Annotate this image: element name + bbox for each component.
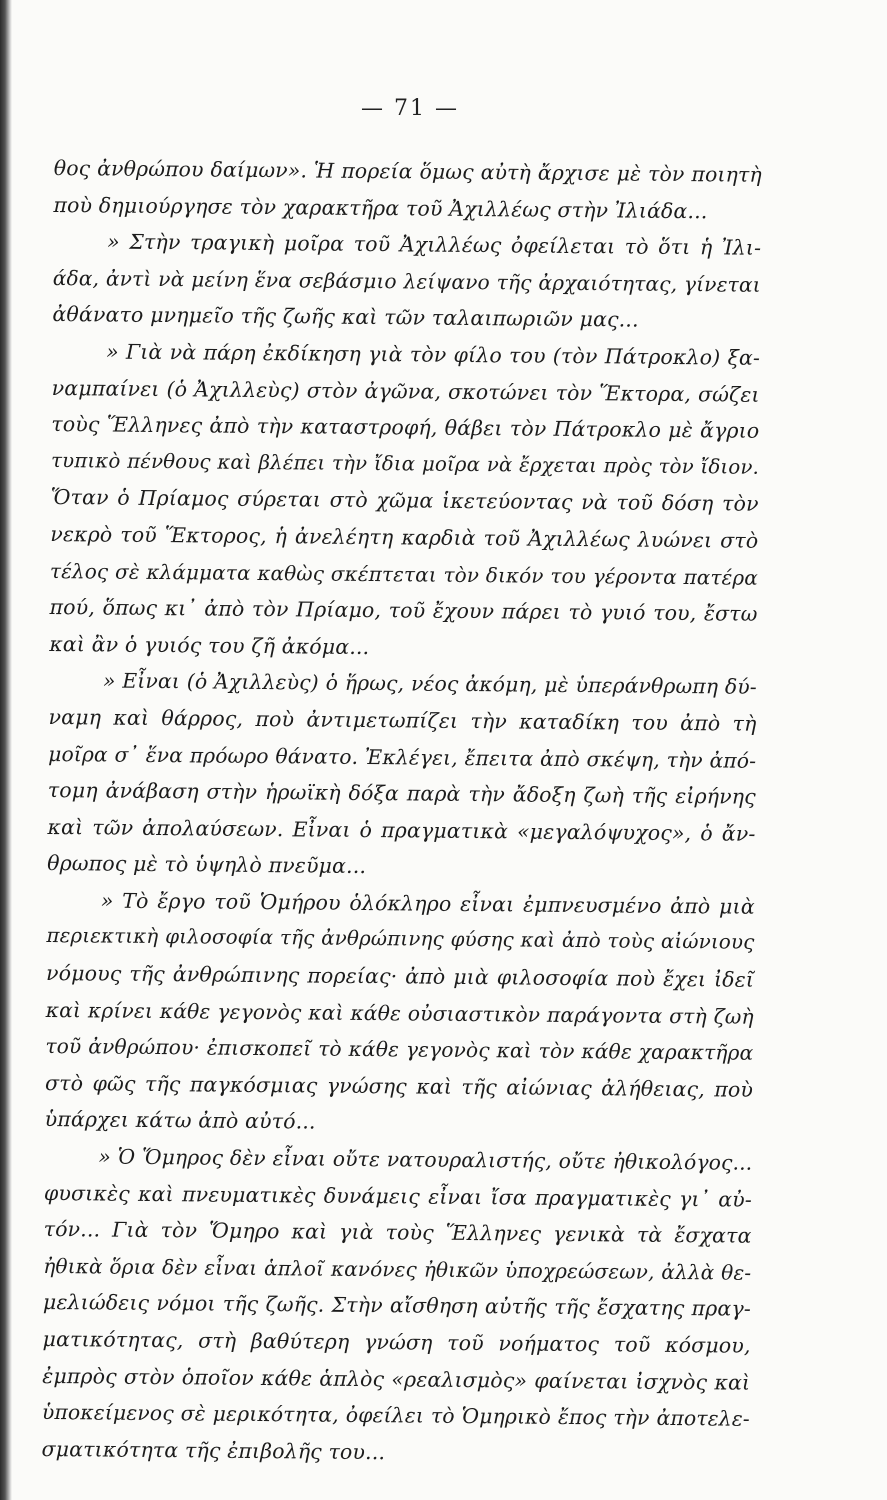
text-line: θος ἀνθρώπου δαίμων». Ἡ πορεία ὅμως αὐτὴ ἄρχισε μὲ τὸν ποιητὴ <box>53 155 762 187</box>
text-line: ἀθάνατο μνημεῖο τῆς ζωῆς καὶ τῶν ταλαιπωριῶν μας... <box>52 302 639 332</box>
text-line: καὶ ἂν ὁ γυιός του ζῆ ἀκόμα... <box>49 631 370 659</box>
text-line: » Στὴν τραγικὴ μοῖρα τοῦ Ἀχιλλέως ὀφείλεται τὸ ὅτι ἡ Ἰλι- <box>107 229 762 260</box>
text-line: πού, ὅπως κι᾿ ἀπὸ τὸν Πρίαμο, τοῦ ἔχουν πάρει τὸ γυιό του, ἔστω <box>49 595 758 626</box>
text-line: φυσικὲς καὶ πνευματικὲς δυνάμεις εἶναι ἴσα πραγματικὲς γι᾿ αὐ- <box>43 1180 753 1212</box>
text-line: ναμπαίνει (ὁ Ἀχιλλεὺς) στὸν ἀγῶνα, σκοτώνει τὸν Ἕκτορα, σώζει <box>51 375 760 407</box>
text-line: τυπικὸ πένθους καὶ βλέπει τὴν ἴδια μοῖρα νὰ ἔρχεται πρὸς τὸν ἴδιον. <box>50 448 760 479</box>
text-line: μελιώδεις νόμοι τῆς ζωῆς. Στὴν αἴσθηση αὐτῆς τῆς ἔσχατης πραγ- <box>42 1290 752 1322</box>
text-line: τοῦ ἀνθρώπου· ἐπισκοπεῖ τὸ κάθε γεγονὸς καὶ τὸν κάθε χαρακτῆρα <box>45 1034 754 1066</box>
text-line: τόν... Γιὰ τὸν Ὅμηρο καὶ γιὰ τοὺς Ἕλληνες γενικὰ τὰ ἔσχατα <box>43 1217 752 1248</box>
scan-edge-shadow <box>0 0 12 1500</box>
text-line: στὸ φῶς τῆς παγκόσμιας γνώσης καὶ τῆς αἰώνιας ἀλήθειας, ποὺ <box>44 1070 754 1102</box>
text-line: σματικότητα τῆς ἐπιβολῆς του... <box>41 1436 386 1465</box>
text-line: μοῖρα σ᾿ ἕνα πρόωρο θάνατο. Ἐκλέγει, ἔπειτα ἀπὸ σκέψη, τὴν ἀπό- <box>48 741 757 773</box>
text-line: » Γιὰ νὰ πάρη ἐκδίκηση γιὰ τὸν φίλο του (τὸν Πάτροκλο) ξα- <box>105 339 761 370</box>
text-line: τοὺς Ἕλληνες ἀπὸ τὴν καταστροφή, θάβει τὸν Πάτροκλο μὲ ἄγριο <box>51 412 760 443</box>
text-line: ποὺ δημιούργησε τὸν χαρακτῆρα τοῦ Ἀχιλλέως στὴν Ἰλιάδα... <box>53 192 708 223</box>
text-line: Ὅταν ὁ Πρίαμος σύρεται στὸ χῶμα ἱκετεύοντας νὰ τοῦ δόση τὸν <box>50 485 759 517</box>
text-line: καὶ τῶν ἀπολαύσεων. Εἶναι ὁ πραγματικὰ «μεγαλόψυχος», ὁ ἄν- <box>47 814 756 846</box>
text-line: ναμη καὶ θάρρος, ποὺ ἀντιμετωπίζει τὴν καταδίκη του ἀπὸ τὴ <box>48 704 757 736</box>
body-text <box>41 150 762 1474</box>
text-line: ὑποκείμενος σὲ μερικότητα, ὀφείλει τὸ Ὁμηρικὸ ἔπος τὴν ἀποτελε- <box>41 1400 750 1431</box>
text-line: περιεκτικὴ φιλοσοφία τῆς ἀνθρώπινης φύσης καὶ ἀπὸ τοὺς αἰώνιους <box>46 924 755 955</box>
text-line: νεκρὸ τοῦ Ἕκτορος, ἡ ἀνελέητη καρδιὰ τοῦ Ἀχιλλέως λυώνει στὸ <box>50 521 759 553</box>
text-line: ἐμπρὸς στὸν ὁποῖον κάθε ἁπλὸς «ρεαλισμὸς» φαίνεται ἰσχνὸς καὶ <box>42 1363 751 1395</box>
text-line: τέλος σὲ κλάμματα καθὼς σκέπτεται τὸν δικόν του γέροντα πατέρα <box>49 558 759 590</box>
text-line: καὶ κρίνει κάθε γεγονὸς καὶ κάθε οὐσιαστικὸν παράγοντα στὴ ζωὴ <box>45 997 754 1029</box>
text-line: ὑπάρχει κάτω ἀπὸ αὐτό... <box>44 1107 316 1134</box>
text-line: ματικότητας, στὴ βαθύτερη γνώση τοῦ νοήματος τοῦ κόσμου, <box>42 1326 751 1358</box>
page-number: — 71 — <box>361 96 459 121</box>
text-line: άδα, ἀντὶ νὰ μείνη ἕνα σεβάσμιο λείψανο τῆς ἀρχαιότητας, γίνεται <box>52 265 761 297</box>
text-line: θρωπος μὲ τὸ ὑψηλὸ πνεῦμα... <box>47 851 367 879</box>
text-line: » Ὁ Ὅμηρος δὲν εἶναι οὔτε νατουραλιστής, οὔτε ἠθικολόγος... <box>98 1144 753 1175</box>
text-line: νόμους τῆς ἀνθρώπινης πορείας· ἀπὸ μιὰ φιλοσοφία ποὺ ἔχει ἰδεῖ <box>45 961 755 992</box>
text-line: » Εἶναι (ὁ Ἀχιλλεὺς) ὁ ἥρως, νέος ἀκόμη, μὲ ὑπεράνθρωπη δύ- <box>102 668 757 700</box>
text-line: τομη ἀνάβαση στὴν ἡρωϊκὴ δόξα παρὰ τὴν ἄδοξη ζωὴ τῆς εἰρήνης <box>47 778 756 809</box>
text-line: ἠθικὰ ὅρια δὲν εἶναι ἁπλοῖ κανόνες ἠθικῶν ὑποχρεώσεων, ἀλλὰ θε- <box>43 1253 752 1285</box>
text-line: » Τὸ ἔργο τοῦ Ὁμήρου ὁλόκληρο εἶναι ἐμπνευσμένο ἀπὸ μιὰ <box>100 888 755 919</box>
